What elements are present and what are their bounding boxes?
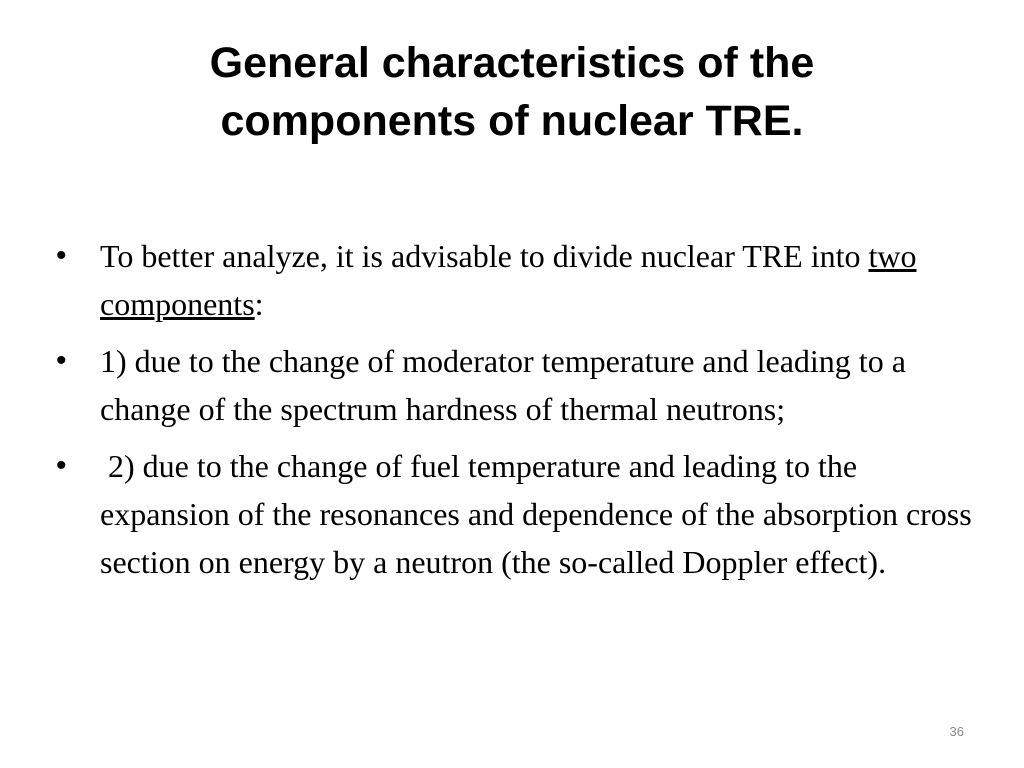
bullet-text-1-before: To better analyze, it is advisable to divide nuclear TRE into (100, 238, 869, 274)
slide-number: 36 (949, 724, 964, 739)
slide-title-line-2: components of nuclear TRE. (220, 97, 804, 145)
bullet-dot-icon: • (56, 449, 67, 482)
bullet-item-1 (56, 232, 976, 328)
bullet-text-3: 2) due to the change of fuel temperature and leading to the expansion of the resonances and dependence of the absorption cross section on energy by a neutron (the so-called Doppler effect). (100, 448, 980, 580)
bullet-dot-icon: • (56, 239, 67, 272)
bullet-item-3 (56, 442, 980, 586)
bullet-text-2: 1) due to the change of moderator temperature and leading to a change of the spectrum hardness of thermal neutrons; (100, 343, 906, 427)
bullet-list (56, 232, 980, 595)
bullet-dot-icon: • (56, 344, 67, 377)
slide-title-line-1: General characteristics of the (209, 39, 815, 87)
bullet-text-1-underlined: two components (100, 238, 917, 322)
bullet-text-1-after: : (254, 286, 264, 322)
bullet-item-2 (56, 337, 976, 433)
slide-title (60, 34, 964, 150)
